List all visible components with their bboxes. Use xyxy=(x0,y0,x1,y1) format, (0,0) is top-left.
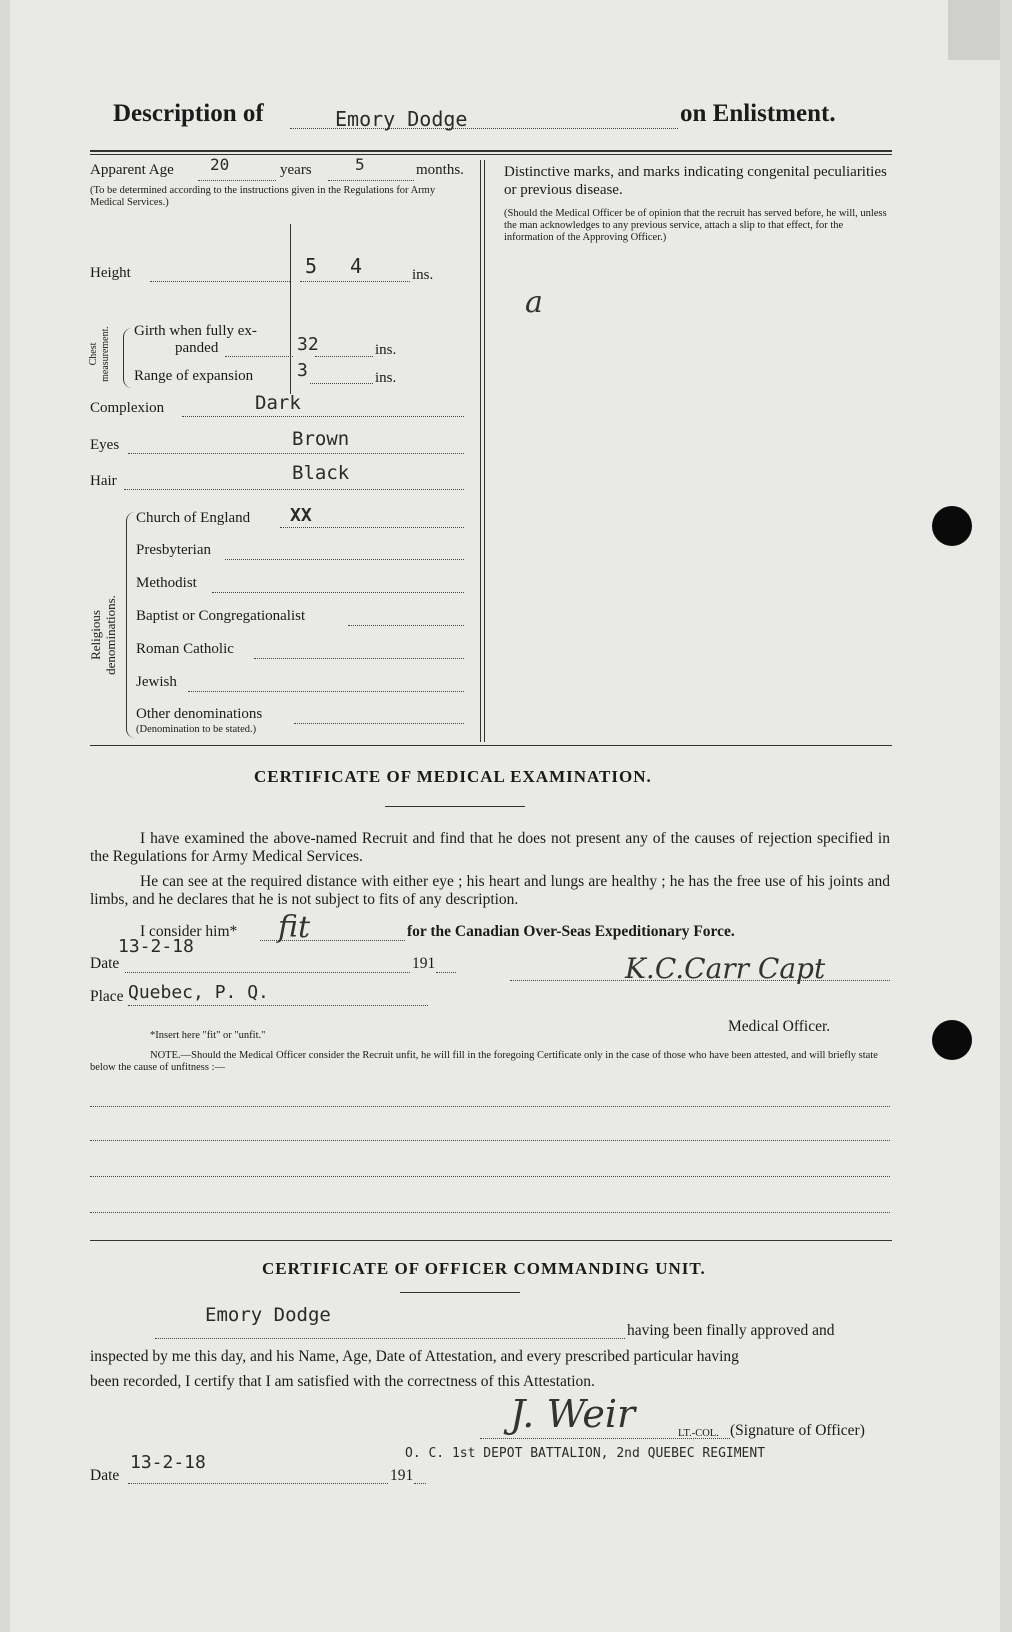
commanding-rank: LT.-COL. xyxy=(678,1428,719,1439)
height-label: Height xyxy=(90,265,131,281)
medical-title: CERTIFICATE OF MEDICAL EXAMINATION. xyxy=(254,767,652,786)
girth-label-1: Girth when fully ex- xyxy=(134,323,257,339)
punch-hole-bottom xyxy=(932,1020,972,1060)
range-ins-label: ins. xyxy=(375,370,397,386)
medical-year-prefix: 191 xyxy=(412,955,436,972)
months-label: months. xyxy=(416,162,464,178)
height-value-line xyxy=(300,281,410,282)
religion-line-5 xyxy=(254,658,464,659)
insert-note: *Insert here "fit" or "unfit." xyxy=(150,1030,266,1041)
unfit-line-3 xyxy=(90,1176,890,1177)
medical-title-rule xyxy=(385,806,525,807)
religion-baptist: Baptist or Congregationalist xyxy=(136,608,306,624)
height-inches: 4 xyxy=(350,254,363,278)
consider-value: fit xyxy=(278,910,311,945)
commanding-unit-stamp: O. C. 1st DEPOT BATTALION, 2nd QUEBEC REGIMENT xyxy=(405,1446,766,1461)
consider-label: I consider him* xyxy=(140,923,238,940)
column-divider-inner xyxy=(484,160,485,742)
religion-church-of-england: Church of England xyxy=(136,510,251,526)
page-corner-shadow xyxy=(948,0,1000,60)
commanding-date-value: 13-2-18 xyxy=(130,1452,206,1473)
unfit-line-4 xyxy=(90,1212,890,1213)
column-divider xyxy=(480,160,481,742)
girth-label-2: panded xyxy=(175,340,219,356)
medical-para-2: He can see at the required distance with either eye ; his heart and lungs are healthy ; he has the free use of his joints and limbs, and he declares that he is not subject to fits of any description. xyxy=(90,873,890,908)
medical-officer-signature: K.C.Carr Capt xyxy=(625,952,826,985)
religion-presbyterian: Presbyterian xyxy=(136,542,211,558)
height-line xyxy=(150,281,290,282)
hair-label: Hair xyxy=(90,473,117,489)
commanding-officer-signature: J. Weir xyxy=(510,1392,636,1436)
religion-brace xyxy=(126,512,135,738)
complexion-value: Dark xyxy=(255,392,301,414)
religion-line-7 xyxy=(294,723,464,724)
complexion-line xyxy=(182,416,464,417)
religion-line-6 xyxy=(188,691,464,692)
place-value: Quebec, P. Q. xyxy=(128,982,269,1003)
medical-para-1: I have examined the above-named Recruit and find that he does not present any of the causes of rejection specified in the Regulations for Army Medical Services. xyxy=(90,830,890,865)
commanding-date-label: Date xyxy=(90,1467,120,1484)
unfit-line-1 xyxy=(90,1106,890,1107)
commanding-year-line xyxy=(414,1483,426,1484)
unfit-line-2 xyxy=(90,1140,890,1141)
religion-roman-catholic: Roman Catholic xyxy=(136,641,234,657)
medical-note: NOTE.—Should the Medical Officer consider the Recruit unfit, he will fill in the foregoing Certificate only in the case of those who have been attested, and will briefly state below the cause of unfitness :— xyxy=(90,1050,878,1073)
commanding-date-line xyxy=(128,1483,388,1484)
enlistment-form-page xyxy=(10,0,1000,1632)
girth-line xyxy=(225,356,293,357)
hair-line xyxy=(124,489,464,490)
top-rule xyxy=(90,150,892,152)
religion-jewish: Jewish xyxy=(136,674,177,690)
commanding-name-line xyxy=(155,1338,625,1339)
commanding-recruit-name: Emory Dodge xyxy=(205,1304,331,1326)
place-line xyxy=(128,1005,428,1006)
religion-side-label: Religious denominations. xyxy=(88,595,118,675)
hair-value: Black xyxy=(292,462,350,484)
age-years-value: 20 xyxy=(210,155,230,174)
religion-methodist: Methodist xyxy=(136,575,197,591)
girth-value: 32 xyxy=(297,334,319,355)
measure-divider xyxy=(290,224,291,394)
medical-officer-label: Medical Officer. xyxy=(728,1018,831,1035)
age-note: (To be determined according to the instructions given in the Regulations for Army Medical Services.) xyxy=(90,185,436,208)
girth-value-line xyxy=(315,356,373,357)
religion-other: Other denominations xyxy=(136,706,263,722)
height-feet: 5 xyxy=(305,254,318,278)
height-ins-label: ins. xyxy=(412,267,434,283)
range-label: Range of expansion xyxy=(134,368,254,384)
commanding-year-prefix: 191 xyxy=(390,1467,414,1484)
religion-line-4 xyxy=(348,625,464,626)
commanding-line-2: inspected by me this day, and his Name, Age, Date of Attestation, and every prescribed particular having xyxy=(90,1348,739,1365)
commanding-title-rule xyxy=(400,1292,520,1293)
distinctive-heading: Distinctive marks, and marks indicating congenital peculiarities or previous disease. xyxy=(504,164,887,198)
medical-date-line xyxy=(125,972,410,973)
age-years-line xyxy=(198,180,276,181)
punch-hole-top xyxy=(932,506,972,546)
for-force-label: for the Canadian Over-Seas Expeditionary Force. xyxy=(407,923,735,940)
commanding-title: CERTIFICATE OF OFFICER COMMANDING UNIT. xyxy=(262,1259,706,1278)
commanding-line-3: been recorded, I certify that I am satisfied with the correctness of this Attestation. xyxy=(90,1373,595,1390)
age-months-value: 5 xyxy=(355,155,365,174)
distinctive-note: (Should the Medical Officer be of opinion that the recruit has served before, he will, unless the man acknowledges to any previous service, attach a slip to that effect, for the information of the Approving Officer.) xyxy=(504,208,887,243)
chest-side-label: Chest measurement. xyxy=(88,326,111,382)
place-label: Place xyxy=(90,988,124,1005)
recruit-name: Emory Dodge xyxy=(335,107,468,131)
religion-line-2 xyxy=(225,559,464,560)
range-value: 3 xyxy=(297,360,308,381)
signature-of-officer-label: (Signature of Officer) xyxy=(730,1422,865,1439)
age-label: Apparent Age xyxy=(90,162,174,178)
chest-brace xyxy=(123,328,132,388)
title-prefix: Description of xyxy=(113,100,264,127)
distinctive-entry: a xyxy=(525,285,543,320)
eyes-label: Eyes xyxy=(90,437,120,453)
medical-year-line xyxy=(436,972,456,973)
religion-line-3 xyxy=(212,592,464,593)
complexion-label: Complexion xyxy=(90,400,165,416)
age-months-line xyxy=(328,180,414,181)
years-label: years xyxy=(280,162,312,178)
eyes-line xyxy=(128,453,464,454)
religion-other-note: (Denomination to be stated.) xyxy=(136,724,257,735)
medical-bottom-rule xyxy=(90,1240,892,1241)
title-suffix: on Enlistment. xyxy=(680,100,836,127)
girth-ins-label: ins. xyxy=(375,342,397,358)
medical-date-value: 13-2-18 xyxy=(118,936,194,957)
commanding-line-1-end: having been finally approved and xyxy=(627,1322,835,1339)
eyes-value: Brown xyxy=(292,428,350,450)
religion-selected-mark: XX xyxy=(290,505,312,526)
section-rule xyxy=(90,745,892,746)
religion-line-1 xyxy=(280,527,464,528)
range-value-line xyxy=(310,383,373,384)
medical-date-label: Date xyxy=(90,955,120,972)
